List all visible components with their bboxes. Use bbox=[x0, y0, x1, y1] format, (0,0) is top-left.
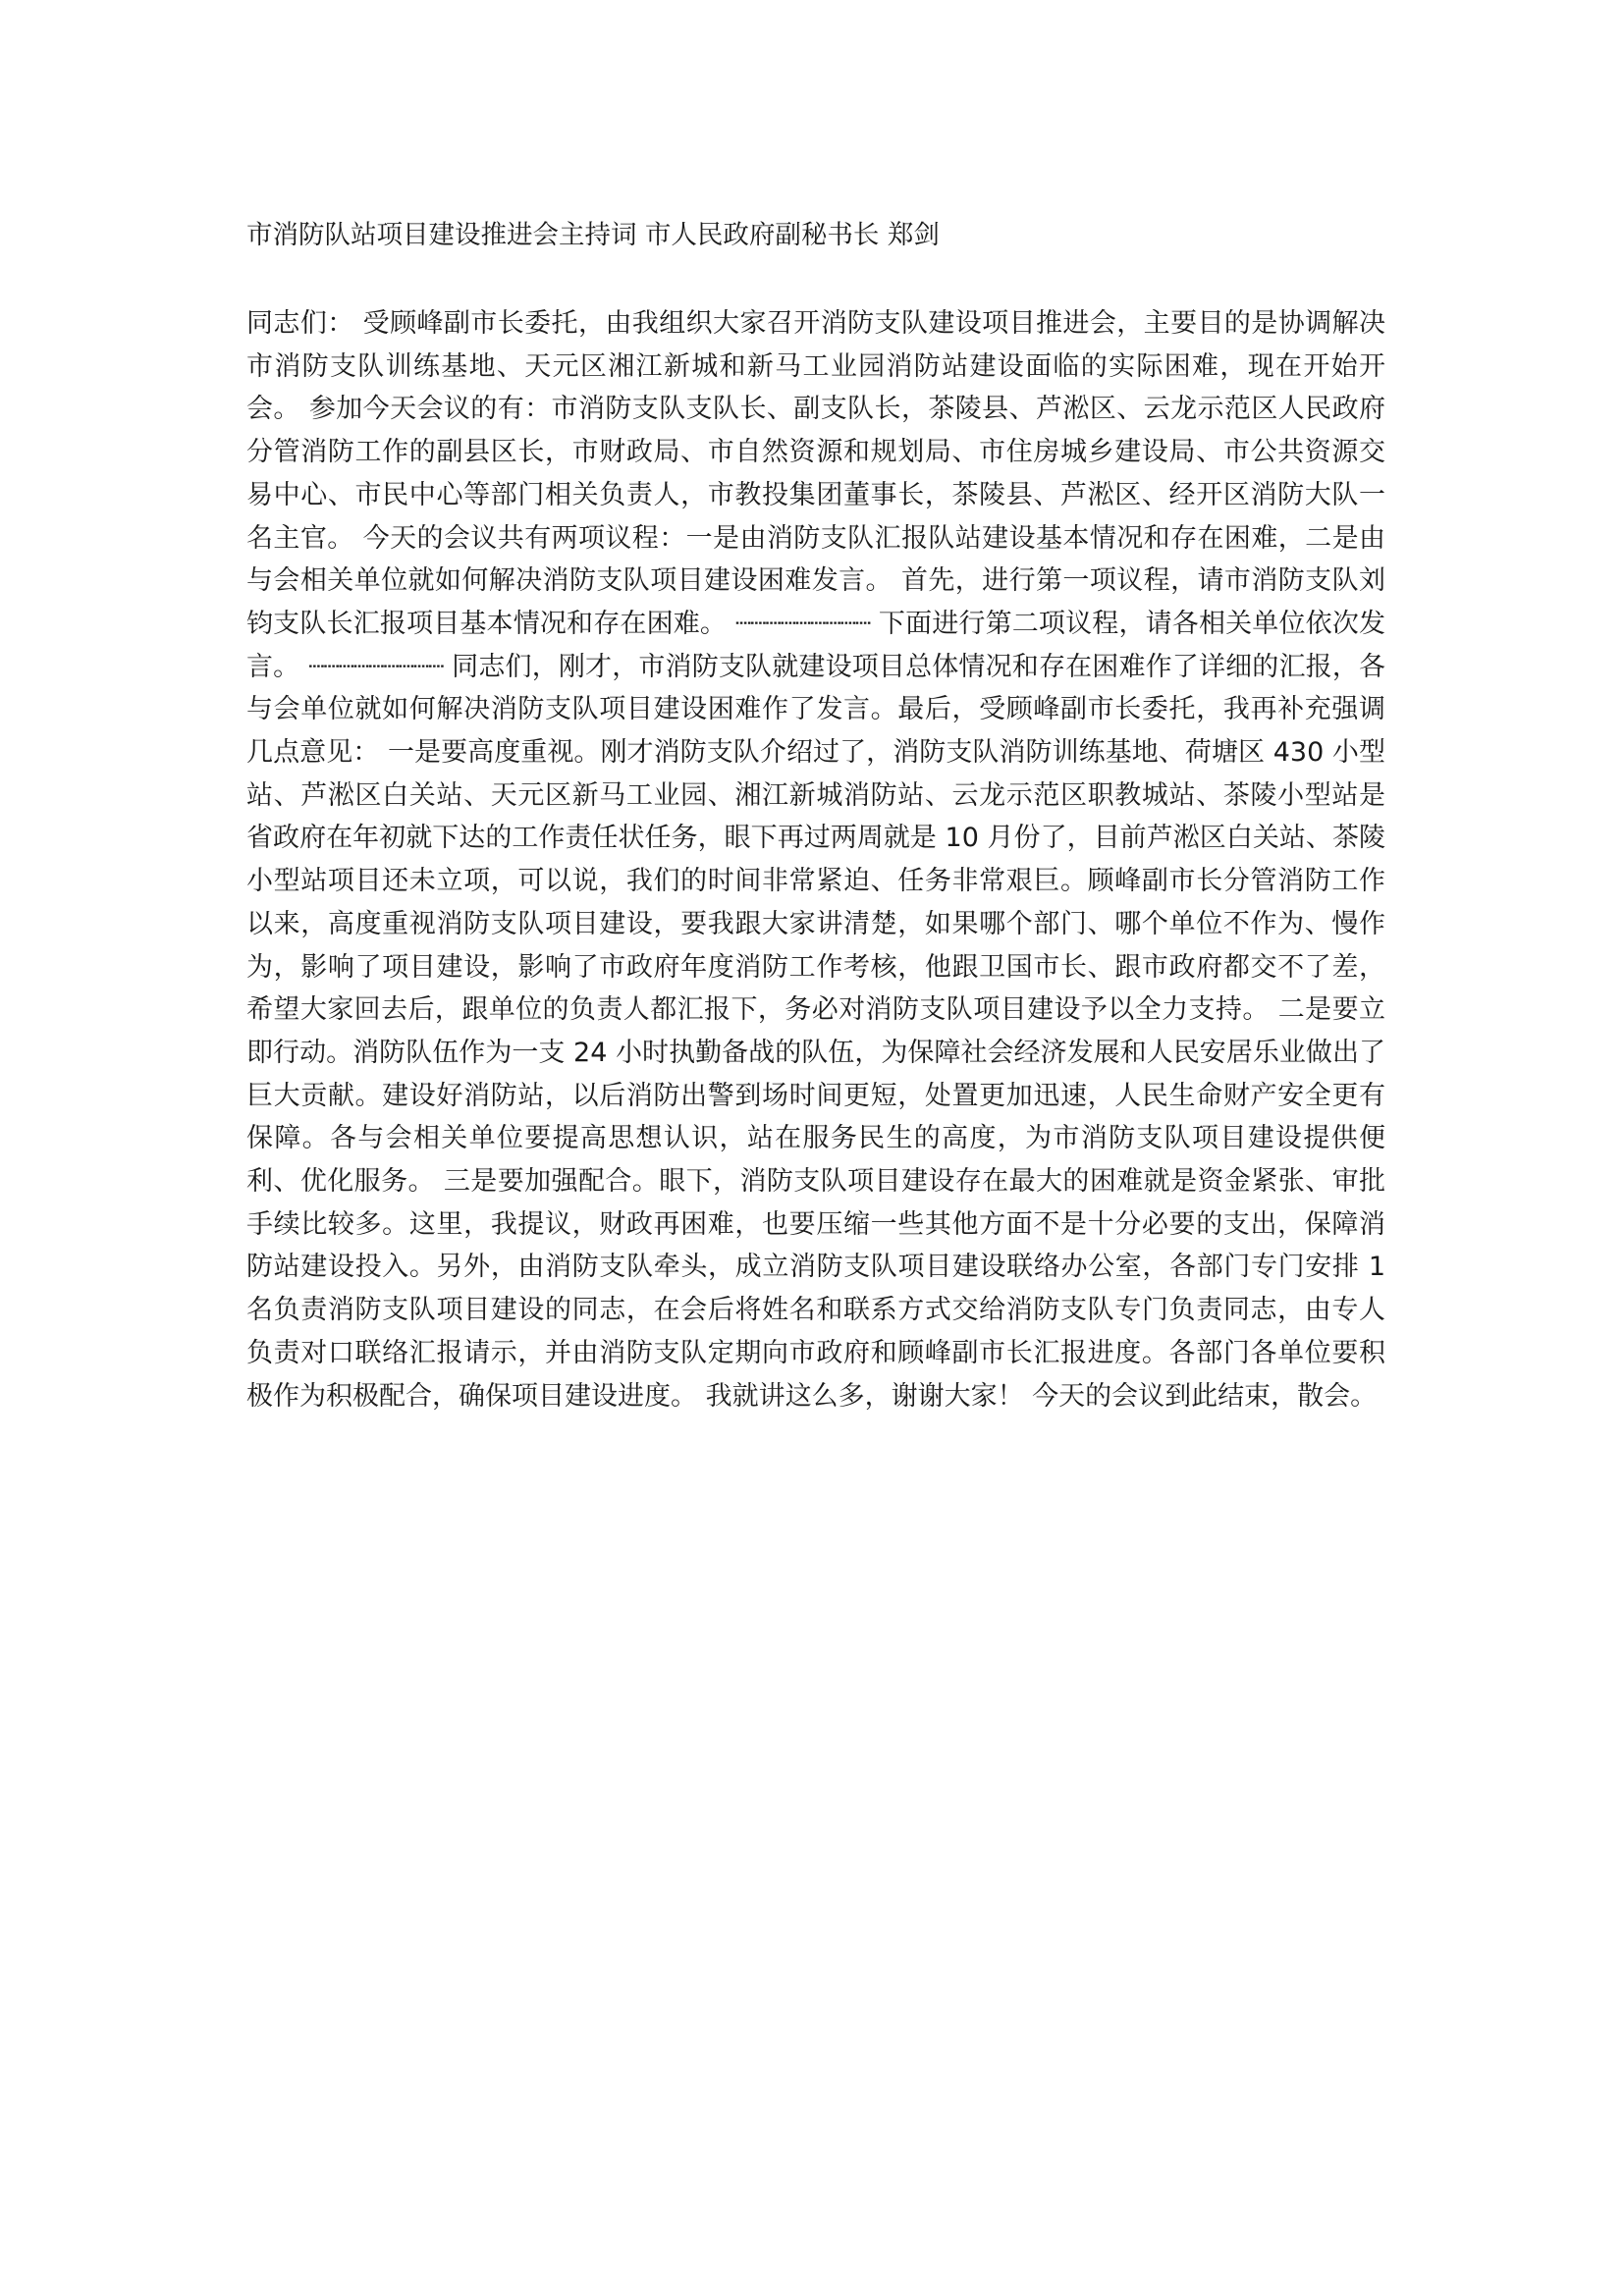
document-body bbox=[246, 302, 1385, 1417]
document-title: 市消防队站项目建设推进会主持词 市人民政府副秘书长 郑剑 bbox=[246, 220, 940, 250]
dotted-separator-1: ┈┈┈┈┈┈┈┈┈ bbox=[734, 608, 871, 639]
body-text-part-3: 同志们，刚才，市消防支队就建设项目总体情况和存在困难作了详细的汇报，各与会单位就如何解决消防支队项目建设困难作了发言。最后，受顾峰副市长委托，我再补充强调几点意见： 一是要高度重视。刚才消防支队介绍过了，消防支队消防训练基地、荷塘区 430 小型站、芦淞区白关站、天元区新马工业园、湘江新城消防站、云龙示范区职教城站、茶陵小型站是省政府在年初就下达的工作责任状任务，眼下再过两周就是 10 月份了，目前芦淞区白关站、茶陵小型站项目还未立项，可以说，我们的时间非常紧迫、任务非常艰巨。顾峰副市长分管消防工作以来，高度重视消防支队项目建设，要我跟大家讲清楚，如果哪个部门、哪个单位不作为、慢作为，影响了项目建设，影响了市政府年度消防工作考核，他跟卫国市长、跟市政府都交不了差，希望大家回去后，跟单位的负责人都汇报下，务必对消防支队项目建设予以全力支持。 二是要立即行动。消防队伍作为一支 24 小时执勤备战的队伍，为保障社会经济发展和人民安居乐业做出了巨大贡献。建设好消防站，以后消防出警到场时间更短，处置更加迅速，人民生命财产安全更有保障。各与会相关单位要提高思想认识，站在服务民生的高度，为市消防支队项目建设提供便利、优化服务。 三是要加强配合。眼下，消防支队项目建设存在最大的困难就是资金紧张、审批手续比较多。这里，我提议，财政再困难，也要压缩一些其他方面不是十分必要的支出，保障消防站建设投入。另外，由消防支队牵头，成立消防支队项目建设联络办公室，各部门专门安排 1 名负责消防支队项目建设的同志，在会后将姓名和联系方式交给消防支队专门负责同志，由专人负责对口联络汇报请示，并由消防支队定期向市政府和顾峰副市长汇报进度。各部门各单位要积极作为积极配合，确保项目建设进度。 我就讲这么多，谢谢大家！ 今天的会议到此结束，散会。 bbox=[246, 651, 1385, 1412]
body-text-part-1: 同志们： 受顾峰副市长委托，由我组织大家召开消防支队建设项目推进会，主要目的是协调解决市消防支队训练基地、天元区湘江新城和新马工业园消防站建设面临的实际困难，现在开始开会。 参加今天会议的有：市消防支队支队长、副支队长，茶陵县、芦淞区、云龙示范区人民政府分管消防工作的副县区长，市财政局、市自然资源和规划局、市住房城乡建设局、市公共资源交易中心、市民中心等部门相关负责人，市教投集团董事长，茶陵县、芦淞区、经开区消防大队一名主官。 今天的会议共有两项议程：一是由消防支队汇报队站建设基本情况和存在困难，二是由与会相关单位就如何解决消防支队项目建设困难发言。 首先，进行第一项议程，请市消防支队刘钧支队长汇报项目基本情况和存在困难。 bbox=[246, 308, 1385, 639]
body-text-part-2: 下面进行第二项议程，请各相关单位依次发言。 bbox=[246, 608, 1385, 682]
dotted-separator-2: ┈┈┈┈┈┈┈┈┈ bbox=[308, 651, 444, 682]
